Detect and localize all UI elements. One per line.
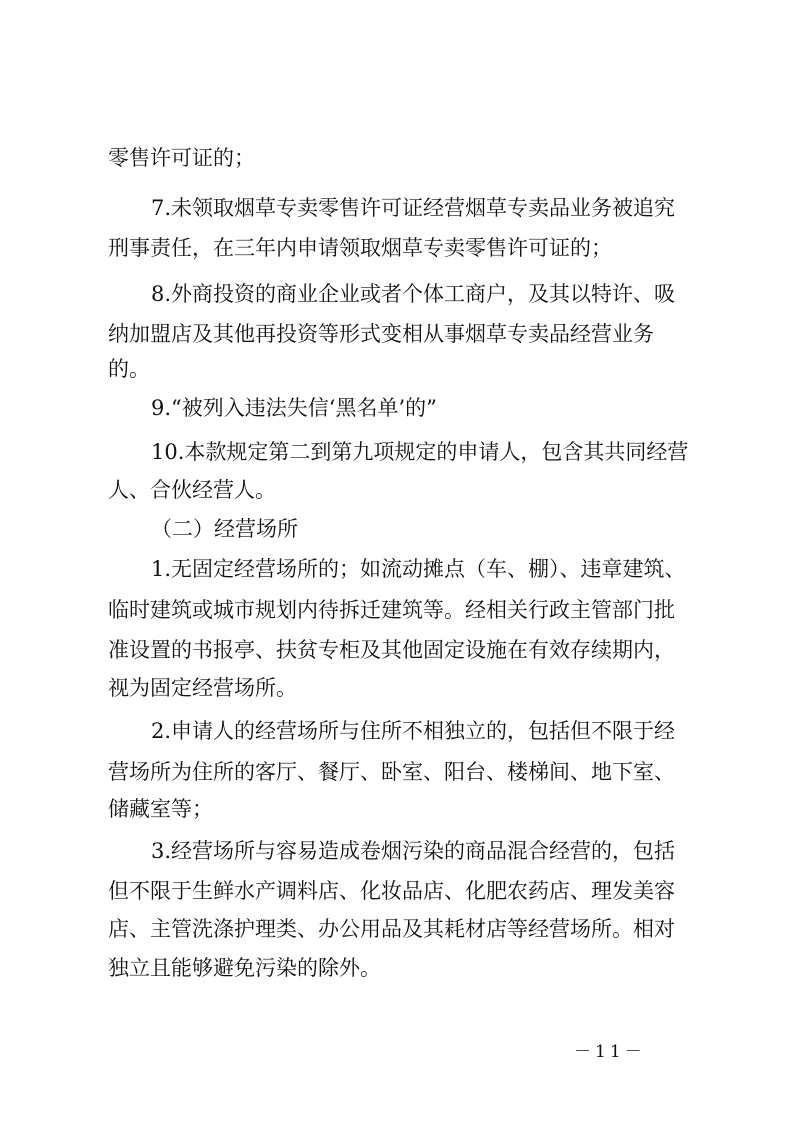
text-line: 9.“被列入违法失信‘黑名单’的” [151,396,437,420]
text-line: 零售许可证的； [108,146,255,170]
text-line: 独立且能够避免污染的除外。 [108,956,381,980]
text-line: 营场所为住所的客厅、餐厅、卧室、阳台、楼梯间、地下室、 [108,760,675,784]
page-number: －11－ [574,1042,646,1062]
text-line: 店、主管洗涤护理类、办公用品及其耗材店等经营场所。相对 [108,917,675,941]
text-line: 7.未领取烟草专卖零售许可证经营烟草专卖品业务被追究 [151,196,676,220]
text-line: 纳加盟店及其他再投资等形式变相从事烟草专卖品经营业务 [108,322,654,346]
text-line: 刑事责任，在三年内申请领取烟草专卖零售许可证的； [108,236,612,260]
text-line: 储藏室等； [108,797,213,821]
text-line: 8.外商投资的商业企业或者个体工商户，及其以特许、吸 [151,282,676,306]
text-line: 临时建筑或城市规划内待拆迁建筑等。经相关行政主管部门批 [108,598,675,622]
text-line: 但不限于生鲜水产调料店、化妆品店、化肥农药店、理发美容 [108,879,675,903]
section-heading: （二）经营场所 [151,517,298,541]
text-line: 2.申请人的经营场所与住所不相独立的，包括但不限于经 [151,719,676,743]
text-line: 3.经营场所与容易造成卷烟污染的商品混合经营的，包括 [151,839,676,863]
text-line: 1.无固定经营场所的；如流动摊点（车、棚）、违章建筑、 [151,557,686,581]
text-line: 人、合伙经营人。 [108,478,276,502]
text-line: 的。 [108,357,150,381]
text-line: 视为固定经营场所。 [108,676,297,700]
text-line: 10.本款规定第二到第九项规定的申请人，包含其共同经营 [151,440,689,464]
text-line: 准设置的书报亭、扶贫专柜及其他固定设施在有效存续期内， [108,638,675,662]
